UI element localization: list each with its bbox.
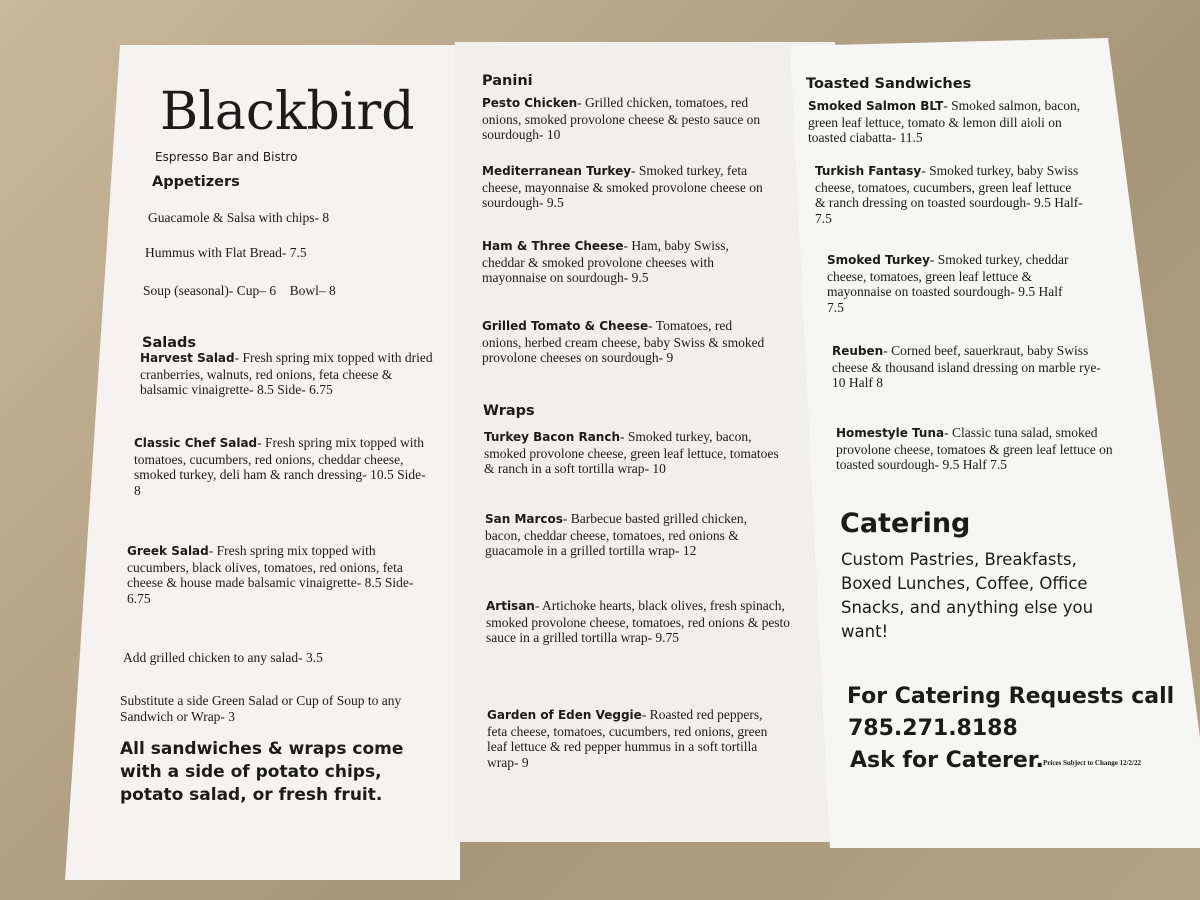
item-desc: - Fresh spring mix topped with dried cranberries, walnuts, red onions, feta cheese & balsamic vinaigrette- 8.5 Side- 6.75 bbox=[140, 350, 433, 397]
menu-item bbox=[486, 598, 791, 646]
menu-item: Soup (seasonal)- Cup– 6 Bowl– 8 bbox=[143, 283, 336, 298]
item-name: Artisan bbox=[486, 599, 535, 613]
prices-note: Prices Subject to Change 12/2/22 bbox=[1043, 759, 1141, 767]
menu-item: Guacamole & Salsa with chips- 8 bbox=[148, 210, 330, 225]
restaurant-subtitle: Espresso Bar and Bistro bbox=[155, 150, 298, 164]
menu-item bbox=[485, 511, 785, 559]
item-name: Garden of Eden Veggie bbox=[487, 708, 642, 722]
menu-item bbox=[487, 707, 782, 770]
catering-description: Custom Pastries, Breakfasts, Boxed Lunches, Coffee, Office Snacks, and anything else you want! bbox=[841, 550, 1094, 641]
item-name: Homestyle Tuna bbox=[836, 426, 945, 440]
menu-item bbox=[140, 350, 440, 398]
item-name: Greek Salad bbox=[127, 544, 209, 558]
item-desc: - Smoked salmon, bacon, green leaf lettuce, tomato & lemon dill aioli on toasted ciabatta- 11.5 bbox=[808, 98, 1081, 145]
toasted-heading: Toasted Sandwiches bbox=[806, 76, 972, 92]
item-desc: - Fresh spring mix topped with tomatoes, cucumbers, red onions, cheddar cheese, smoked turkey, deli ham & ranch dressing- 10.5 Side- 8 bbox=[134, 435, 426, 498]
item-desc: - Ham, baby Swiss, cheddar & smoked provolone cheeses with mayonnaise on sourdough- 9.5 bbox=[482, 238, 729, 285]
menu-item bbox=[482, 163, 767, 211]
menu-item bbox=[836, 425, 1121, 473]
item-name: Reuben bbox=[832, 344, 884, 358]
item-name: Grilled Tomato & Cheese bbox=[482, 319, 649, 333]
item-desc: - Corned beef, sauerkraut, baby Swiss cheese & thousand island dressing on marble rye- 10 Half 8 bbox=[832, 343, 1101, 390]
add-chicken-note: Add grilled chicken to any salad- 3.5 bbox=[123, 650, 323, 665]
catering-call-line: For Catering Requests call bbox=[847, 684, 1175, 709]
restaurant-title: Blackbird bbox=[160, 82, 415, 142]
menu-item: Hummus with Flat Bread- 7.5 bbox=[145, 245, 307, 260]
menu-item bbox=[127, 543, 427, 606]
item-name: Turkish Fantasy bbox=[815, 164, 922, 178]
menu-item bbox=[484, 429, 784, 477]
menu-item bbox=[827, 252, 1082, 315]
item-name: Turkey Bacon Ranch bbox=[484, 430, 620, 444]
item-name: San Marcos bbox=[485, 512, 563, 526]
item-name: Smoked Salmon BLT bbox=[808, 99, 944, 113]
menu-item bbox=[832, 343, 1112, 391]
item-name: Smoked Turkey bbox=[827, 253, 930, 267]
item-desc: - Tomatoes, red onions, herbed cream cheese, baby Swiss & smoked provolone cheeses on sourdough- 9 bbox=[482, 318, 765, 365]
substitute-note: Substitute a side Green Salad or Cup of Soup to any Sandwich or Wrap- 3 bbox=[120, 693, 402, 724]
item-desc: - Smoked turkey, bacon, smoked provolone cheese, green leaf lettuce, tomatoes & ranch in a soft tortilla wrap- 10 bbox=[484, 429, 779, 476]
catering-phone: 785.271.8188 bbox=[848, 716, 1018, 741]
item-desc: - Roasted red peppers, feta cheese, tomatoes, cucumbers, red onions, green leaf lettuce & red pepper hummus in a soft tortilla wrap- 9 bbox=[487, 707, 768, 770]
item-desc: - Barbecue basted grilled chicken, bacon, cheddar cheese, tomatoes, red onions & guacamole in a grilled tortilla wrap- 12 bbox=[485, 511, 747, 558]
sides-note: All sandwiches & wraps come with a side of potato chips, potato salad, or fresh fruit. bbox=[120, 739, 404, 805]
menu-item bbox=[482, 238, 767, 286]
item-desc: - Smoked turkey, baby Swiss cheese, tomatoes, cucumbers, green leaf lettuce & ranch dressing on toasted sourdough- 9.5 Half- 7.5 bbox=[815, 163, 1083, 226]
panini-heading: Panini bbox=[482, 73, 533, 89]
menu-item bbox=[815, 163, 1085, 226]
menu-item bbox=[134, 435, 434, 498]
wraps-heading: Wraps bbox=[483, 403, 535, 419]
menu-item bbox=[482, 95, 767, 143]
item-name: Pesto Chicken bbox=[482, 96, 578, 110]
item-desc: - Smoked turkey, feta cheese, mayonnaise & smoked provolone cheese on sourdough- 9.5 bbox=[482, 163, 763, 210]
catering-heading: Catering bbox=[840, 508, 971, 539]
item-desc: - Grilled chicken, tomatoes, red onions, smoked provolone cheese & pesto sauce on sourdough- 10 bbox=[482, 95, 761, 142]
item-name: Ham & Three Cheese bbox=[482, 239, 624, 253]
item-desc: - Smoked turkey, cheddar cheese, tomatoes, green leaf lettuce & mayonnaise on toasted sourdough- 9.5 Half 7.5 bbox=[827, 252, 1069, 315]
item-desc: - Fresh spring mix topped with cucumbers, black olives, tomatoes, red onions, feta cheese & house made balsamic vinaigrette- 8.5 Side- 6.75 bbox=[127, 543, 414, 606]
ask-for-caterer: Ask for Caterer. bbox=[850, 748, 1044, 773]
item-desc: - Artichoke hearts, black olives, fresh spinach, smoked provolone cheese, tomatoes, red onions & pesto sauce in a grilled tortilla wrap- 9.75 bbox=[486, 598, 791, 645]
item-name: Harvest Salad bbox=[140, 351, 235, 365]
menu-item bbox=[482, 318, 772, 366]
menu-item bbox=[808, 98, 1098, 146]
salads-heading: Salads bbox=[142, 335, 196, 351]
item-name: Classic Chef Salad bbox=[134, 436, 258, 450]
appetizers-heading: Appetizers bbox=[152, 174, 240, 190]
item-name: Mediterranean Turkey bbox=[482, 164, 632, 178]
item-desc: - Classic tuna salad, smoked provolone cheese, tomatoes & green leaf lettuce on toasted sourdough- 9.5 Half 7.5 bbox=[836, 425, 1113, 472]
